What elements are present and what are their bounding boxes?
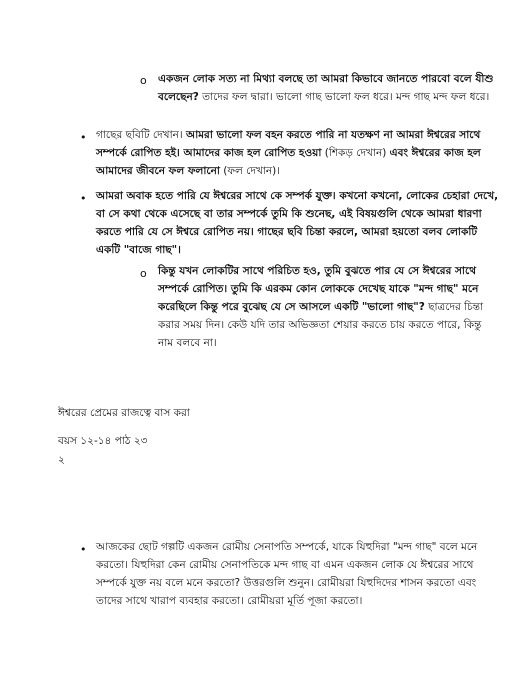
bold-text: আমরা ভালো ফল বহন করতে পারি না যতক্ষণ না আমরা ঈশ্বরের সাথে সম্পর্কে রোপিত হই। আমাদের কাজ হল রোপিত হওয়া	[96, 129, 481, 159]
sub-bullet-paragraph	[158, 262, 496, 352]
bullet-paragraph	[96, 538, 500, 610]
page-number: ২	[58, 454, 65, 466]
lesson-title: ঈশ্বরের প্রেমের রাজত্বে বাস করা	[58, 407, 190, 419]
bullet-paragraph	[96, 187, 500, 259]
instruction-text: গাছের ছবিটি দেখান।	[96, 129, 186, 141]
sub-bullet-paragraph	[158, 70, 496, 106]
story-text: আজকের ছোট গল্পটি একজন রোমীয় সেনাপতি সম্পর্কে, যাকে যিহুদিরা "মন্দ গাছ" বলে মনে করতো। যিহুদিরা কেন রোমীয় সেনাপতিকে মন্দ গাছ বা এমন একজন লোক যে ঈশ্বরের সাথে সম্পর্কে যুক্ত নয় বলে মনে করতো?	[96, 541, 478, 589]
bullet-paragraph	[96, 126, 500, 180]
sub-bullet-marker: o	[140, 267, 147, 280]
instruction-text: ছাত্রদের চিন্তা করার সময় দিন। কেউ যদি তার অভিজ্ঞতা শেয়ার করতে চায় করতে পারে, কিন্তু নাম বলবে না।	[158, 301, 484, 349]
instruction-text: (শিকড় দেখান)	[321, 147, 390, 159]
sub-bullet-marker: o	[140, 74, 147, 87]
bullet-marker: •	[80, 131, 87, 144]
bullet-marker: •	[80, 543, 87, 556]
bullet-marker: •	[80, 192, 87, 205]
bold-text: এবং ঈশ্বরের কাজ হল আমাদের জীবনে ফল ফলানো	[96, 147, 481, 177]
bold-text: আমরা অবাক হতে পারি যে ঈশ্বরের সাথে কে সম্পর্ক যুক্ত। কখনো কখনো, লোকের চেহারা দেখে, বা সে কথা থেকে এসেছে বা তার সম্পর্কে তুমি কি শুনেছ, এই বিষয়গুলি থেকে আমরা ধারণা করতে পারি যে সে ঈশ্বরে রোপিত নয়। গাছের ছবি চিন্তা করলে, আমরা হয়তো বলব লোকটি একটি "বাজে গাছ"।	[96, 190, 499, 256]
question-text: কিন্তু যখন লোকটির সাথে পরিচিত হও, তুমি বুঝতে পার যে সে ঈশ্বরের সাথে সম্পর্কে রোপিত। তুমি কি এরকম কোন লোককে দেখেছ যাকে "মন্দ গাছ" মনে করেছিলে কিন্তু পরে বুঝেছ যে সে আসলে একটি "ভালো গাছ"?	[158, 265, 479, 313]
lesson-info: বয়স ১২-১৪ পাঠ ২৩	[58, 435, 148, 447]
question-text: একজন লোক সত্য না মিথ্যা বলছে তা আমরা কিভাবে জানতে পারবো বলে যীশু বলেছেন?	[158, 73, 494, 103]
answer-text: তাদের ফল দ্বারা। ভালো গাছ ভালো ফল ধরে। মন্দ গাছ মন্দ ফল ধরে।	[198, 91, 490, 103]
answer-text: উত্তরগুলি শুনুন। রোমীয়রা যিহুদিদের শাসন করতো এবং তাদের সাথে খারাপ ব্যবহার করতো। রোমীয়রা মূর্তি পূজা করতো।	[96, 577, 477, 607]
instruction-text: (ফল দেখান)।	[219, 165, 281, 177]
